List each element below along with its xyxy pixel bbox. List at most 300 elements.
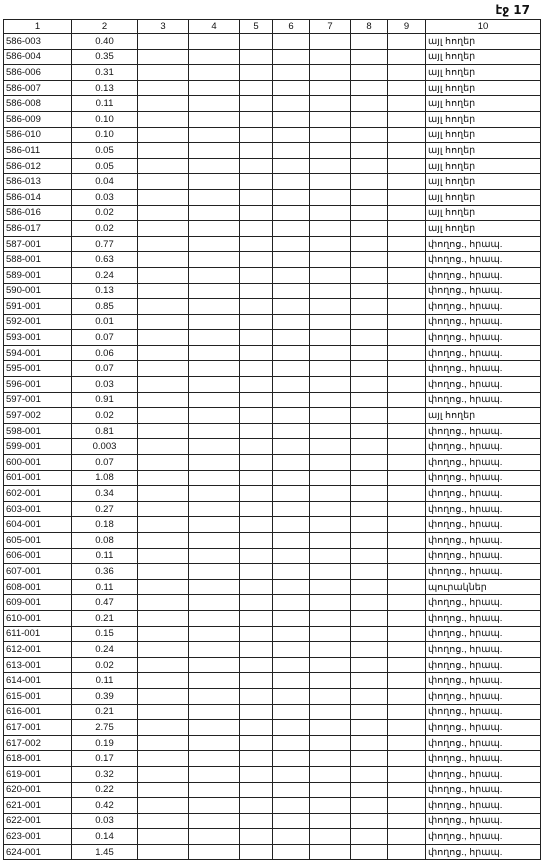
parcel-code-cell: 586-016 bbox=[4, 205, 72, 221]
area-value-cell: 0.36 bbox=[72, 564, 138, 580]
land-type-cell: փողոց., հրապ. bbox=[426, 844, 541, 860]
land-type-cell: փողոց., հրապ. bbox=[426, 236, 541, 252]
empty-cell bbox=[388, 486, 426, 502]
empty-cell bbox=[138, 610, 189, 626]
empty-cell bbox=[240, 65, 273, 81]
land-type-cell: փողոց., հրապ. bbox=[426, 361, 541, 377]
empty-cell bbox=[240, 80, 273, 96]
parcel-code-cell: 588-001 bbox=[4, 252, 72, 268]
empty-cell bbox=[240, 564, 273, 580]
empty-cell bbox=[240, 642, 273, 658]
parcel-code-cell: 612-001 bbox=[4, 642, 72, 658]
empty-cell bbox=[240, 595, 273, 611]
empty-cell bbox=[273, 361, 310, 377]
parcel-code-cell: 586-010 bbox=[4, 127, 72, 143]
land-type-cell: փողոց., հրապ. bbox=[426, 782, 541, 798]
empty-cell bbox=[310, 735, 351, 751]
empty-cell bbox=[138, 221, 189, 237]
empty-cell bbox=[388, 813, 426, 829]
table-row bbox=[4, 143, 541, 159]
area-value-cell: 0.19 bbox=[72, 735, 138, 751]
land-type-cell: փողոց., հրապ. bbox=[426, 423, 541, 439]
empty-cell bbox=[138, 49, 189, 65]
land-type-cell: փողոց., հրապ. bbox=[426, 517, 541, 533]
empty-cell bbox=[310, 579, 351, 595]
area-value-cell: 0.05 bbox=[72, 143, 138, 159]
parcel-code-cell: 589-001 bbox=[4, 267, 72, 283]
empty-cell bbox=[189, 267, 240, 283]
area-value-cell: 0.06 bbox=[72, 345, 138, 361]
empty-cell bbox=[310, 751, 351, 767]
empty-cell bbox=[351, 673, 388, 689]
land-type-cell: այլ հողեր bbox=[426, 143, 541, 159]
empty-cell bbox=[189, 720, 240, 736]
empty-cell bbox=[273, 205, 310, 221]
table-row bbox=[4, 813, 541, 829]
empty-cell bbox=[273, 610, 310, 626]
empty-cell bbox=[388, 111, 426, 127]
parcel-code-cell: 605-001 bbox=[4, 533, 72, 549]
empty-cell bbox=[388, 564, 426, 580]
empty-cell bbox=[388, 673, 426, 689]
empty-cell bbox=[138, 782, 189, 798]
empty-cell bbox=[388, 470, 426, 486]
empty-cell bbox=[310, 595, 351, 611]
empty-cell bbox=[189, 735, 240, 751]
table-row bbox=[4, 533, 541, 549]
empty-cell bbox=[138, 813, 189, 829]
empty-cell bbox=[240, 174, 273, 190]
empty-cell bbox=[351, 720, 388, 736]
empty-cell bbox=[273, 704, 310, 720]
empty-cell bbox=[189, 330, 240, 346]
table-row bbox=[4, 345, 541, 361]
area-value-cell: 0.11 bbox=[72, 579, 138, 595]
empty-cell bbox=[189, 189, 240, 205]
table-row bbox=[4, 361, 541, 377]
empty-cell bbox=[388, 314, 426, 330]
land-type-cell: փողոց., հրապ. bbox=[426, 439, 541, 455]
empty-cell bbox=[189, 65, 240, 81]
parcel-code-cell: 600-001 bbox=[4, 455, 72, 471]
empty-cell bbox=[310, 96, 351, 112]
empty-cell bbox=[189, 158, 240, 174]
empty-cell bbox=[138, 673, 189, 689]
empty-cell bbox=[273, 470, 310, 486]
empty-cell bbox=[189, 704, 240, 720]
empty-cell bbox=[240, 548, 273, 564]
area-value-cell: 0.02 bbox=[72, 657, 138, 673]
empty-cell bbox=[189, 688, 240, 704]
land-type-cell: պուրակներ bbox=[426, 579, 541, 595]
empty-cell bbox=[138, 34, 189, 50]
empty-cell bbox=[240, 205, 273, 221]
area-value-cell: 1.45 bbox=[72, 844, 138, 860]
empty-cell bbox=[351, 158, 388, 174]
empty-cell bbox=[351, 439, 388, 455]
empty-cell bbox=[138, 657, 189, 673]
column-header: 8 bbox=[351, 20, 388, 34]
parcel-code-cell: 601-001 bbox=[4, 470, 72, 486]
empty-cell bbox=[189, 455, 240, 471]
table-row bbox=[4, 844, 541, 860]
empty-cell bbox=[273, 65, 310, 81]
empty-cell bbox=[189, 548, 240, 564]
empty-cell bbox=[273, 377, 310, 393]
empty-cell bbox=[388, 688, 426, 704]
empty-cell bbox=[388, 782, 426, 798]
empty-cell bbox=[351, 330, 388, 346]
empty-cell bbox=[273, 392, 310, 408]
empty-cell bbox=[138, 314, 189, 330]
empty-cell bbox=[138, 205, 189, 221]
empty-cell bbox=[240, 720, 273, 736]
empty-cell bbox=[189, 501, 240, 517]
empty-cell bbox=[310, 252, 351, 268]
table-row bbox=[4, 221, 541, 237]
empty-cell bbox=[310, 844, 351, 860]
land-type-cell: փողոց., հրապ. bbox=[426, 829, 541, 845]
empty-cell bbox=[138, 704, 189, 720]
parcel-code-cell: 610-001 bbox=[4, 610, 72, 626]
parcel-code-cell: 616-001 bbox=[4, 704, 72, 720]
parcel-code-cell: 609-001 bbox=[4, 595, 72, 611]
empty-cell bbox=[240, 829, 273, 845]
empty-cell bbox=[189, 252, 240, 268]
empty-cell bbox=[388, 392, 426, 408]
area-value-cell: 0.85 bbox=[72, 299, 138, 315]
table-row bbox=[4, 439, 541, 455]
table-row bbox=[4, 720, 541, 736]
empty-cell bbox=[388, 766, 426, 782]
empty-cell bbox=[388, 533, 426, 549]
empty-cell bbox=[138, 439, 189, 455]
empty-cell bbox=[138, 751, 189, 767]
empty-cell bbox=[240, 283, 273, 299]
empty-cell bbox=[138, 626, 189, 642]
land-type-cell: փողոց., հրապ. bbox=[426, 377, 541, 393]
empty-cell bbox=[138, 408, 189, 424]
empty-cell bbox=[138, 579, 189, 595]
area-value-cell: 0.39 bbox=[72, 688, 138, 704]
area-value-cell: 0.77 bbox=[72, 236, 138, 252]
empty-cell bbox=[351, 423, 388, 439]
empty-cell bbox=[273, 221, 310, 237]
empty-cell bbox=[138, 501, 189, 517]
table-row bbox=[4, 688, 541, 704]
empty-cell bbox=[388, 299, 426, 315]
empty-cell bbox=[240, 267, 273, 283]
empty-cell bbox=[189, 844, 240, 860]
empty-cell bbox=[310, 267, 351, 283]
empty-cell bbox=[351, 501, 388, 517]
area-value-cell: 1.08 bbox=[72, 470, 138, 486]
land-type-cell: փողոց., հրապ. bbox=[426, 548, 541, 564]
land-type-cell: փողոց., հրապ. bbox=[426, 564, 541, 580]
empty-cell bbox=[189, 766, 240, 782]
empty-cell bbox=[310, 299, 351, 315]
empty-cell bbox=[388, 455, 426, 471]
empty-cell bbox=[273, 314, 310, 330]
table-row bbox=[4, 501, 541, 517]
empty-cell bbox=[138, 143, 189, 159]
empty-cell bbox=[273, 766, 310, 782]
area-value-cell: 0.14 bbox=[72, 829, 138, 845]
area-value-cell: 0.13 bbox=[72, 80, 138, 96]
parcel-code-cell: 602-001 bbox=[4, 486, 72, 502]
empty-cell bbox=[138, 158, 189, 174]
area-value-cell: 0.15 bbox=[72, 626, 138, 642]
empty-cell bbox=[273, 486, 310, 502]
empty-cell bbox=[310, 236, 351, 252]
empty-cell bbox=[388, 423, 426, 439]
empty-cell bbox=[138, 423, 189, 439]
parcel-code-cell: 597-002 bbox=[4, 408, 72, 424]
area-value-cell: 0.07 bbox=[72, 455, 138, 471]
table-row bbox=[4, 127, 541, 143]
area-value-cell: 0.003 bbox=[72, 439, 138, 455]
parcel-code-cell: 586-008 bbox=[4, 96, 72, 112]
parcel-code-cell: 586-012 bbox=[4, 158, 72, 174]
area-value-cell: 0.02 bbox=[72, 221, 138, 237]
area-value-cell: 0.03 bbox=[72, 189, 138, 205]
empty-cell bbox=[388, 127, 426, 143]
table-row bbox=[4, 377, 541, 393]
empty-cell bbox=[310, 423, 351, 439]
empty-cell bbox=[189, 657, 240, 673]
empty-cell bbox=[240, 345, 273, 361]
empty-cell bbox=[388, 283, 426, 299]
empty-cell bbox=[138, 80, 189, 96]
empty-cell bbox=[310, 439, 351, 455]
empty-cell bbox=[240, 423, 273, 439]
empty-cell bbox=[351, 34, 388, 50]
land-type-cell: փողոց., հրապ. bbox=[426, 252, 541, 268]
empty-cell bbox=[138, 377, 189, 393]
empty-cell bbox=[388, 252, 426, 268]
empty-cell bbox=[138, 455, 189, 471]
table-row bbox=[4, 704, 541, 720]
parcel-code-cell: 607-001 bbox=[4, 564, 72, 580]
empty-cell bbox=[310, 486, 351, 502]
empty-cell bbox=[310, 829, 351, 845]
empty-cell bbox=[273, 408, 310, 424]
parcel-code-cell: 599-001 bbox=[4, 439, 72, 455]
parcel-code-cell: 617-002 bbox=[4, 735, 72, 751]
empty-cell bbox=[273, 595, 310, 611]
empty-cell bbox=[240, 673, 273, 689]
empty-cell bbox=[273, 34, 310, 50]
empty-cell bbox=[189, 361, 240, 377]
empty-cell bbox=[138, 392, 189, 408]
empty-cell bbox=[273, 564, 310, 580]
area-value-cell: 0.21 bbox=[72, 704, 138, 720]
table-row bbox=[4, 299, 541, 315]
empty-cell bbox=[310, 314, 351, 330]
empty-cell bbox=[351, 657, 388, 673]
empty-cell bbox=[388, 345, 426, 361]
empty-cell bbox=[138, 517, 189, 533]
empty-cell bbox=[240, 610, 273, 626]
empty-cell bbox=[273, 735, 310, 751]
empty-cell bbox=[388, 408, 426, 424]
empty-cell bbox=[240, 782, 273, 798]
empty-cell bbox=[388, 221, 426, 237]
empty-cell bbox=[273, 158, 310, 174]
header-row bbox=[4, 20, 541, 34]
land-type-cell: այլ հողեր bbox=[426, 174, 541, 190]
empty-cell bbox=[273, 517, 310, 533]
empty-cell bbox=[138, 486, 189, 502]
table-row bbox=[4, 470, 541, 486]
empty-cell bbox=[351, 65, 388, 81]
parcel-code-cell: 596-001 bbox=[4, 377, 72, 393]
area-value-cell: 0.34 bbox=[72, 486, 138, 502]
empty-cell bbox=[189, 579, 240, 595]
table-row bbox=[4, 392, 541, 408]
land-type-cell: այլ հողեր bbox=[426, 111, 541, 127]
empty-cell bbox=[189, 299, 240, 315]
empty-cell bbox=[273, 423, 310, 439]
empty-cell bbox=[138, 844, 189, 860]
empty-cell bbox=[388, 205, 426, 221]
area-value-cell: 0.18 bbox=[72, 517, 138, 533]
empty-cell bbox=[189, 377, 240, 393]
empty-cell bbox=[388, 158, 426, 174]
empty-cell bbox=[351, 49, 388, 65]
empty-cell bbox=[351, 455, 388, 471]
empty-cell bbox=[189, 34, 240, 50]
empty-cell bbox=[310, 143, 351, 159]
empty-cell bbox=[240, 704, 273, 720]
empty-cell bbox=[240, 408, 273, 424]
empty-cell bbox=[273, 439, 310, 455]
empty-cell bbox=[138, 533, 189, 549]
empty-cell bbox=[240, 657, 273, 673]
land-type-cell: փողոց., հրապ. bbox=[426, 470, 541, 486]
empty-cell bbox=[388, 720, 426, 736]
empty-cell bbox=[388, 548, 426, 564]
empty-cell bbox=[351, 610, 388, 626]
area-value-cell: 2.75 bbox=[72, 720, 138, 736]
empty-cell bbox=[388, 735, 426, 751]
table-row bbox=[4, 673, 541, 689]
table-row bbox=[4, 80, 541, 96]
land-type-cell: այլ հողեր bbox=[426, 205, 541, 221]
empty-cell bbox=[388, 844, 426, 860]
empty-cell bbox=[240, 330, 273, 346]
empty-cell bbox=[388, 236, 426, 252]
table-row bbox=[4, 548, 541, 564]
table-row bbox=[4, 408, 541, 424]
empty-cell bbox=[351, 782, 388, 798]
empty-cell bbox=[310, 533, 351, 549]
empty-cell bbox=[138, 267, 189, 283]
empty-cell bbox=[351, 564, 388, 580]
table-row bbox=[4, 610, 541, 626]
empty-cell bbox=[310, 127, 351, 143]
empty-cell bbox=[138, 189, 189, 205]
parcel-code-cell: 586-011 bbox=[4, 143, 72, 159]
empty-cell bbox=[189, 236, 240, 252]
empty-cell bbox=[388, 626, 426, 642]
land-type-cell: փողոց., հրապ. bbox=[426, 657, 541, 673]
land-type-cell: փողոց., հրապ. bbox=[426, 455, 541, 471]
empty-cell bbox=[388, 579, 426, 595]
empty-cell bbox=[388, 610, 426, 626]
empty-cell bbox=[388, 829, 426, 845]
area-value-cell: 0.05 bbox=[72, 158, 138, 174]
empty-cell bbox=[351, 143, 388, 159]
area-value-cell: 0.22 bbox=[72, 782, 138, 798]
empty-cell bbox=[240, 751, 273, 767]
empty-cell bbox=[189, 408, 240, 424]
land-type-cell: այլ հողեր bbox=[426, 96, 541, 112]
land-type-cell: փողոց., հրապ. bbox=[426, 486, 541, 502]
area-value-cell: 0.02 bbox=[72, 408, 138, 424]
empty-cell bbox=[351, 189, 388, 205]
parcel-code-cell: 624-001 bbox=[4, 844, 72, 860]
empty-cell bbox=[273, 283, 310, 299]
empty-cell bbox=[189, 423, 240, 439]
land-type-cell: փողոց., հրապ. bbox=[426, 626, 541, 642]
land-type-cell: այլ հողեր bbox=[426, 408, 541, 424]
area-value-cell: 0.03 bbox=[72, 377, 138, 393]
empty-cell bbox=[240, 470, 273, 486]
area-value-cell: 0.01 bbox=[72, 314, 138, 330]
empty-cell bbox=[273, 345, 310, 361]
land-type-cell: փողոց., հրապ. bbox=[426, 501, 541, 517]
parcel-code-cell: 613-001 bbox=[4, 657, 72, 673]
empty-cell bbox=[310, 283, 351, 299]
empty-cell bbox=[351, 283, 388, 299]
empty-cell bbox=[189, 111, 240, 127]
empty-cell bbox=[310, 408, 351, 424]
empty-cell bbox=[310, 657, 351, 673]
empty-cell bbox=[138, 720, 189, 736]
empty-cell bbox=[351, 267, 388, 283]
empty-cell bbox=[310, 392, 351, 408]
area-value-cell: 0.02 bbox=[72, 205, 138, 221]
area-value-cell: 0.04 bbox=[72, 174, 138, 190]
empty-cell bbox=[351, 579, 388, 595]
parcel-code-cell: 604-001 bbox=[4, 517, 72, 533]
empty-cell bbox=[189, 392, 240, 408]
land-type-cell: փողոց., հրապ. bbox=[426, 688, 541, 704]
table-row bbox=[4, 158, 541, 174]
parcel-code-cell: 586-017 bbox=[4, 221, 72, 237]
empty-cell bbox=[351, 361, 388, 377]
empty-cell bbox=[351, 533, 388, 549]
empty-cell bbox=[310, 174, 351, 190]
empty-cell bbox=[273, 96, 310, 112]
empty-cell bbox=[240, 517, 273, 533]
empty-cell bbox=[388, 143, 426, 159]
empty-cell bbox=[189, 96, 240, 112]
empty-cell bbox=[138, 252, 189, 268]
land-type-cell: փողոց., հրապ. bbox=[426, 314, 541, 330]
area-value-cell: 0.42 bbox=[72, 798, 138, 814]
area-value-cell: 0.24 bbox=[72, 642, 138, 658]
empty-cell bbox=[310, 688, 351, 704]
empty-cell bbox=[273, 127, 310, 143]
area-value-cell: 0.10 bbox=[72, 111, 138, 127]
empty-cell bbox=[240, 455, 273, 471]
column-header: 10 bbox=[426, 20, 541, 34]
parcel-code-cell: 597-001 bbox=[4, 392, 72, 408]
empty-cell bbox=[138, 548, 189, 564]
empty-cell bbox=[351, 314, 388, 330]
